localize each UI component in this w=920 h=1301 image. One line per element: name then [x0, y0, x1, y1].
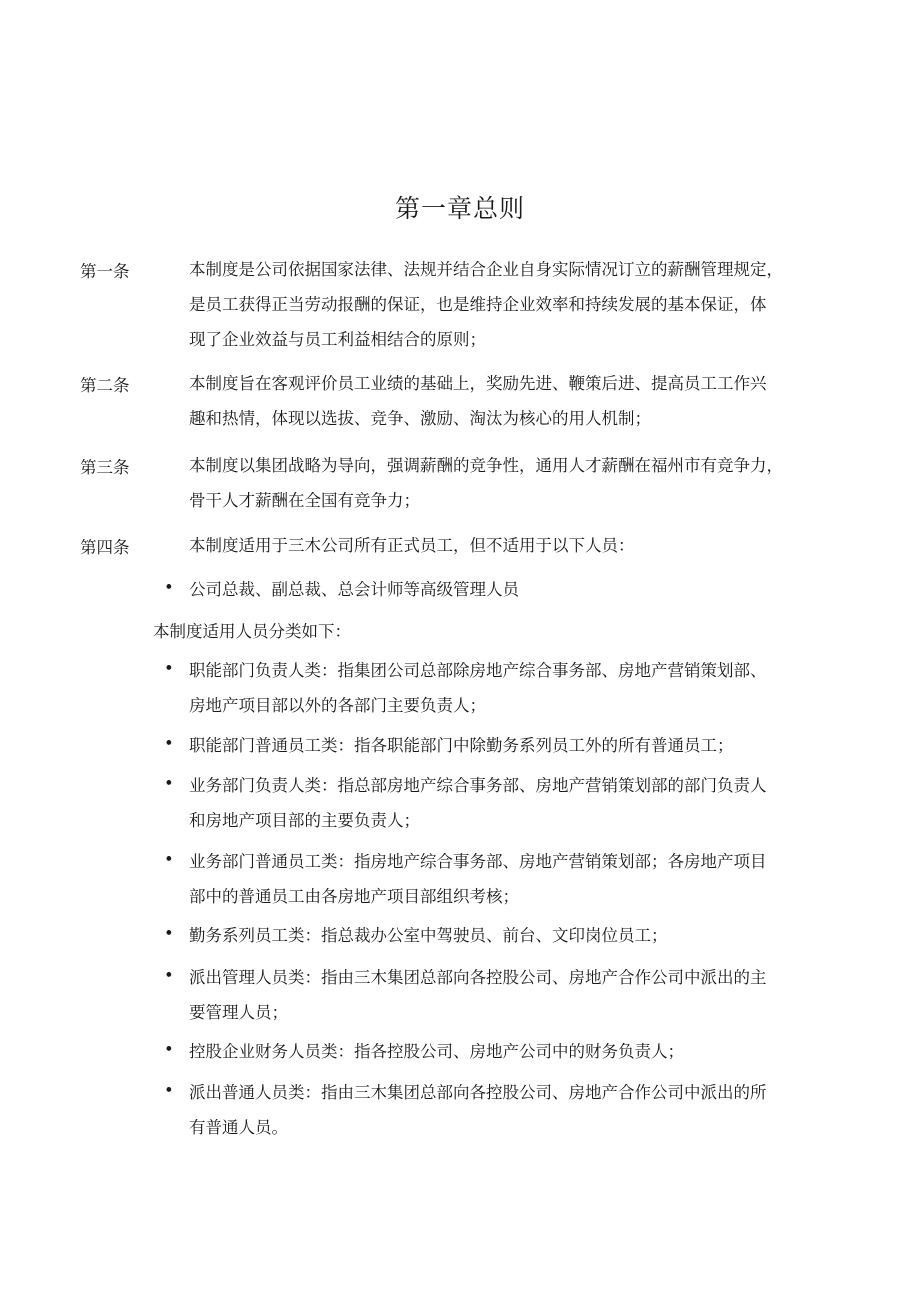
text-line: 勤务系列员工类：指总裁办公室中驾驶员、前台、文印岗位员工； [189, 926, 668, 945]
bullet-icon: • [164, 966, 174, 985]
category-text [189, 960, 859, 1030]
text-line: 趣和热情，体现以选拔、竞争、激励、淘汰为核心的用人机制； [189, 409, 651, 428]
chapter-title: 第一章总则 [394, 194, 525, 223]
text-line: 房地产项目部以外的各部门主要负责人； [189, 696, 486, 715]
classification-intro: 本制度适用人员分类如下： [153, 622, 351, 641]
article-number: 第二条 [80, 376, 130, 395]
text-line: 派出管理人员类：指由三木集团总部向各控股公司、房地产合作公司中派出的主 [189, 968, 767, 987]
category-text [189, 1075, 859, 1145]
bullet-icon: • [164, 1081, 174, 1100]
text-line: 现了企业效益与员工利益相结合的原则； [189, 330, 486, 349]
bullet-icon: • [164, 1040, 174, 1059]
text-line: 本制度是公司依据国家法律、法规并结合企业自身实际情况订立的薪酬管理规定， [189, 260, 783, 279]
text-line: 业务部门负责人类：指总部房地产综合事务部、房地产营销策划部的部门负责人 [189, 776, 767, 795]
article-number: 第一条 [80, 262, 130, 281]
text-line: 控股企业财务人员类：指各控股公司、房地产公司中的财务负责人； [189, 1042, 684, 1061]
text-line: 有普通人员。 [189, 1118, 288, 1137]
text-line: 本制度以集团战略为导向，强调薪酬的竞争性，通用人才薪酬在福州市有竞争力， [189, 456, 783, 475]
text-line: 是员工获得正当劳动报酬的保证，也是维持企业效率和持续发展的基本保证，体 [189, 295, 767, 314]
bullet-icon: • [164, 850, 174, 869]
text-line: 职能部门普通员工类：指各职能部门中除勤务系列员工外的所有普通员工； [189, 736, 734, 755]
text-line: 本制度旨在客观评价员工业绩的基础上，奖励先进、鞭策后进、提高员工工作兴 [189, 374, 767, 393]
article-text [189, 366, 857, 436]
text-line: 部中的普通员工由各房地产项目部组织考核； [189, 887, 519, 906]
text-line: 骨干人才薪酬在全国有竞争力； [189, 491, 420, 510]
bullet-icon: • [164, 659, 174, 678]
bullet-icon: • [164, 924, 174, 943]
category-text [189, 768, 859, 838]
bullet-icon: • [164, 734, 174, 753]
article-text [189, 252, 857, 357]
category-text [189, 844, 859, 914]
article-text [189, 448, 857, 518]
text-line: 派出普通人员类：指由三木集团总部向各控股公司、房地产合作公司中派出的所 [189, 1083, 767, 1102]
text-line: 职能部门负责人类：指集团公司总部除房地产综合事务部、房地产营销策划部、 [189, 661, 767, 680]
text-line: 要管理人员； [189, 1003, 288, 1022]
text-line: 公司总裁、副总裁、总会计师等高级管理人员 [189, 580, 519, 599]
category-text [189, 1034, 859, 1069]
article-text [189, 528, 857, 563]
exclusion-text [189, 572, 859, 607]
text-line: 和房地产项目部的主要负责人； [189, 811, 420, 830]
bullet-icon: • [164, 578, 174, 597]
article-number: 第三条 [80, 458, 130, 477]
category-text [189, 728, 859, 763]
article-number: 第四条 [80, 538, 130, 557]
text-line: 业务部门普通员工类：指房地产综合事务部、房地产营销策划部；各房地产项目 [189, 852, 767, 871]
category-text [189, 653, 859, 723]
category-text [189, 918, 859, 953]
bullet-icon: • [164, 774, 174, 793]
text-line: 本制度适用于三木公司所有正式员工，但不适用于以下人员： [189, 536, 635, 555]
